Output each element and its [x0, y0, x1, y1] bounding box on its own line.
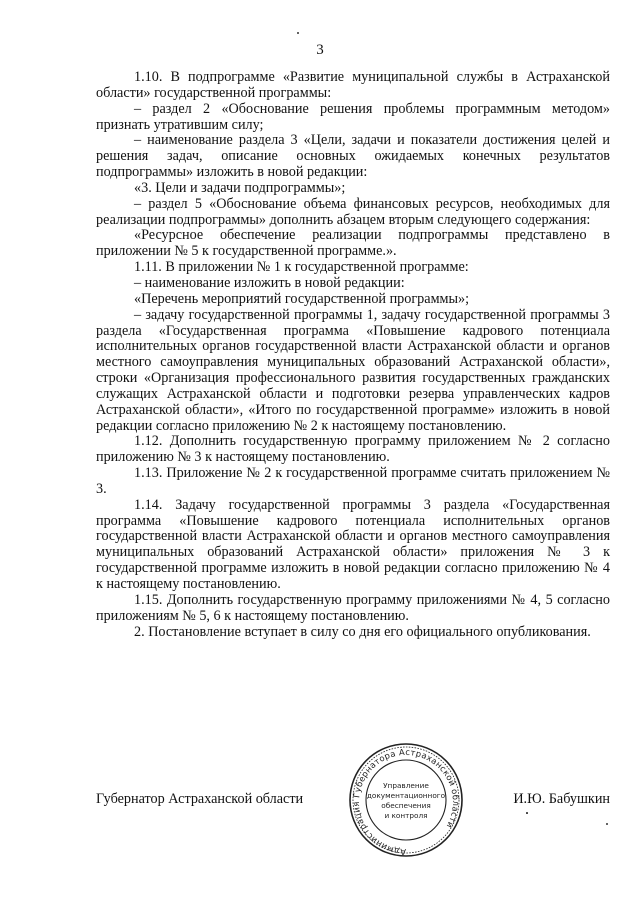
official-seal-stamp	[345, 741, 467, 859]
seal-inner-line: Управление	[383, 781, 429, 790]
page-number: 3	[316, 42, 324, 58]
paragraph: – раздел 2 «Обоснование решения проблемы программным методом» признать утратившим силу;	[96, 100, 610, 133]
paragraph: 1.14. Задачу государственной программы 3 раздела «Государственная программа «Повышение кадрового потенциала исполнительных органов государственной власти Астраханской области и органов местного самоуправления муниципальных образований Астраханской области» приложения № 3 к государственной программе изложить в новой редакции согласно приложению № 4 к настоящему постановлению.	[96, 496, 610, 592]
document-body	[96, 70, 610, 640]
paragraph: – наименование изложить в новой редакции:	[134, 274, 405, 291]
paragraph: 1.10. В подпрограмме «Развитие муниципальной службы в Астраханской области» государственной программы:	[96, 69, 610, 101]
paragraph: 1.15. Дополнить государственную программу приложениями № 4, 5 согласно приложениям № 5, 6 к настоящему постановлению.	[96, 591, 610, 624]
seal-inner-line: и контроля	[384, 811, 428, 820]
paragraph: 1.12. Дополнить государственную программу приложением № 2 согласно приложению № 3 к настоящему постановлению.	[96, 433, 610, 466]
paragraph: «Ресурсное обеспечение реализации подпрограммы представлено в приложении № 5 к государственной программе.».	[96, 227, 610, 260]
paragraph: «3. Цели и задачи подпрограммы»;	[134, 179, 346, 196]
signatory-position: Губернатор Астраханской области	[96, 791, 304, 807]
seal-inner-line: обеспечения	[381, 801, 431, 810]
seal-ring-text: Администрация Губернатора Астраханской области	[350, 746, 462, 858]
scan-speck	[606, 823, 608, 825]
paragraph: 1.11. В приложении № 1 к государственной программе:	[134, 259, 469, 276]
paragraph: 1.13. Приложение № 2 к государственной программе считать приложением № 3.	[96, 465, 610, 497]
signatory-name: И.Ю. Бабушкин	[513, 791, 610, 807]
scan-speck	[297, 32, 299, 34]
paragraph: 2. Постановление вступает в силу со дня его официального опубликования.	[134, 623, 591, 640]
seal-inner-line: документационного	[366, 791, 446, 800]
scan-speck	[526, 812, 528, 814]
paragraph: «Перечень мероприятий государственной программы»;	[134, 290, 470, 307]
paragraph: – наименование раздела 3 «Цели, задачи и показатели достижения целей и решения задач, описание основных ожидаемых конечных результатов подпрограммы» изложить в новой редакции:	[96, 132, 610, 181]
paragraph: – задачу государственной программы 1, задачу государственной программы 3 раздела «Государственная программа «Повышение кадрового потенциала исполнительных органов государственной власти Астраханской области и органов местного самоуправления муниципальных образований Астраханской области», строки «Организация профессионального развития государственных гражданских служащих Астраханской области и подготовки резерва управленческих кадров Астраханской области», «Итого по государственной программе» изложить в новой редакции согласно приложению № 2 к настоящему постановлению.	[96, 306, 610, 434]
paragraph: – раздел 5 «Обоснование объема финансовых ресурсов, необходимых для реализации подпрограммы» дополнить абзацем вторым следующего содержания:	[96, 195, 610, 228]
